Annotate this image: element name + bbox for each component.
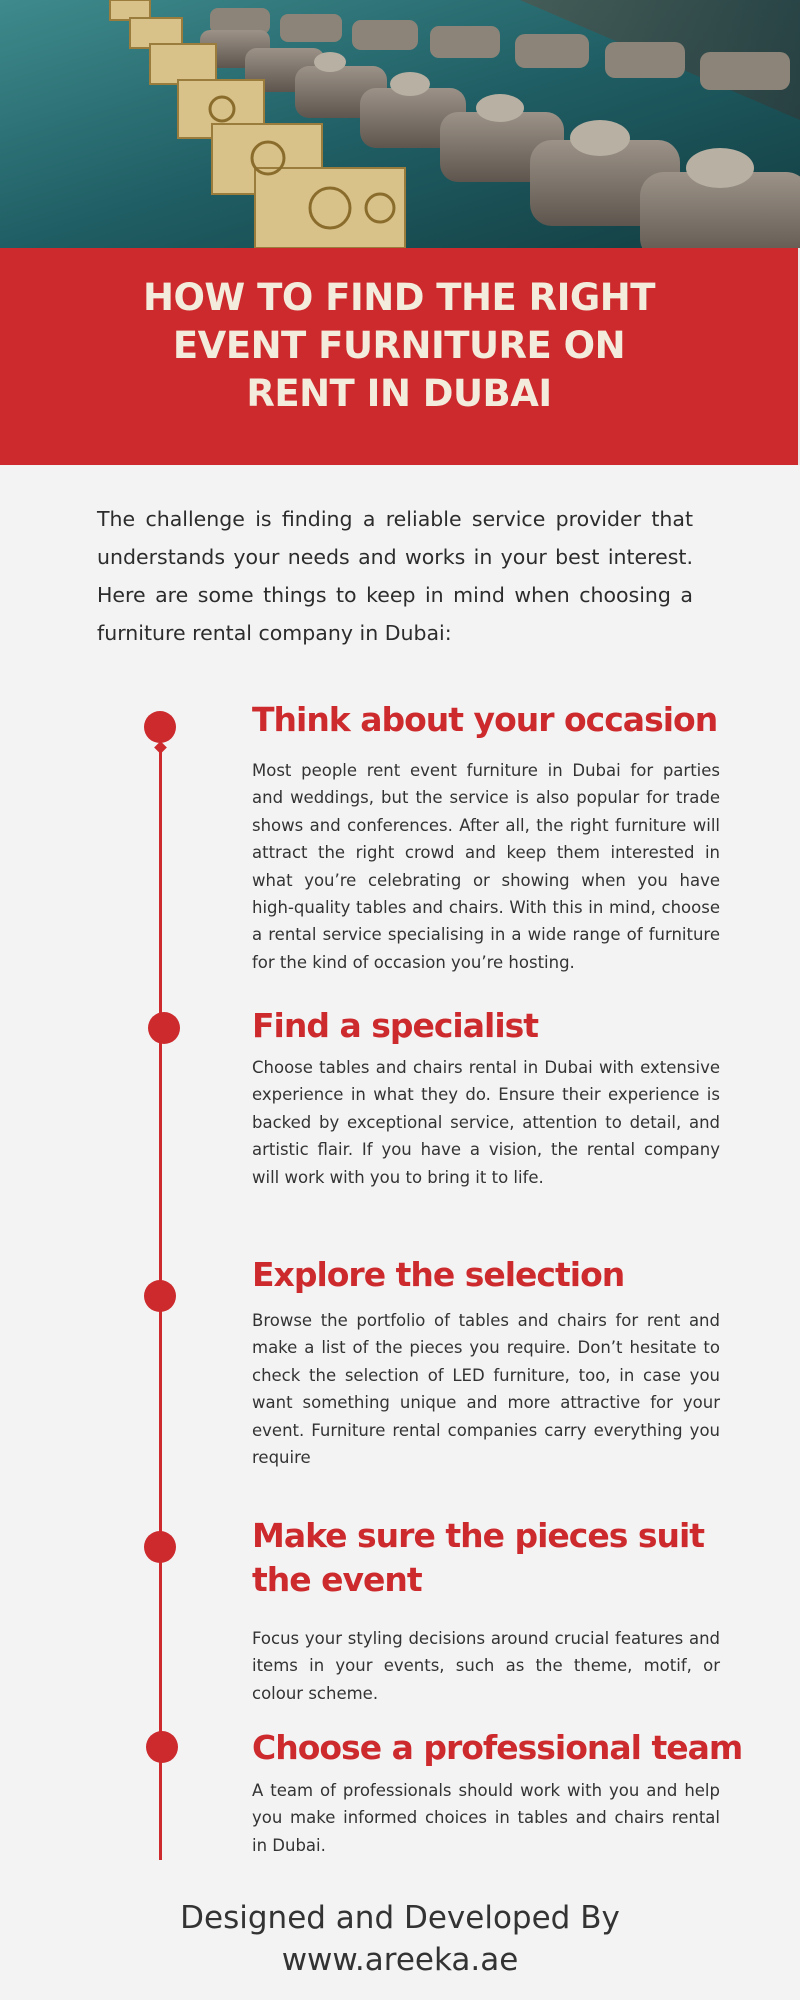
step-body-specialist: Choose tables and chairs rental in Dubai with extensive experience in what they do. Ensure their experience is backed by exceptional service, attention to detail, and artistic flair. If you have a vision, the rental company will work with you to bring it to life.	[252, 1058, 720, 1187]
step-body-suit-event: Focus your styling decisions around crucial features and items in your events, such as the theme, motif, or colour scheme.	[252, 1629, 720, 1703]
title-line-2: EVENT FURNITURE ON	[172, 324, 626, 367]
step-title-selection: Explore the selection	[252, 1255, 625, 1294]
footer-designed-by: Designed and Developed By	[180, 1900, 620, 1936]
timeline-dot-5	[146, 1731, 178, 1763]
step-body-selection: Browse the portfolio of tables and chairs for rent and make a list of the pieces you require. Don’t hesitate to check the selection of LED furniture, too, in case you want something unique and more attractive for your event. Furniture rental companies carry everything you require	[252, 1311, 720, 1468]
title-line-3: RENT IN DUBAI	[246, 372, 552, 415]
timeline-dot-2	[148, 1012, 180, 1044]
step-title-suit-event: Make sure the pieces suit the event	[252, 1516, 705, 1599]
timeline-dot-1	[144, 711, 176, 743]
timeline-dot-4	[144, 1531, 176, 1563]
timeline-diamond	[154, 741, 167, 754]
footer-website-link[interactable]: www.areeka.ae	[281, 1942, 519, 1978]
step-body-professional-team: A team of professionals should work with you and help you make informed choices in tables and chairs rental in Dubai.	[252, 1781, 720, 1855]
timeline-dot-3	[144, 1280, 176, 1312]
intro-paragraph: The challenge is finding a reliable service provider that understands your needs and works in your best interest. Here are some things to keep in mind when choosing a furniture rental company in Dubai:	[97, 507, 693, 645]
step-title-professional-team: Choose a professional team	[252, 1728, 743, 1767]
hero-image	[0, 0, 800, 248]
event-lounge-photo-icon	[0, 0, 800, 248]
page-title	[0, 274, 798, 418]
footer-credit	[0, 1897, 800, 1981]
title-line-1: HOW TO FIND THE RIGHT	[143, 276, 655, 319]
step-title-specialist: Find a specialist	[252, 1006, 539, 1045]
title-banner	[0, 248, 798, 465]
step-title-occasion: Think about your occasion	[252, 700, 718, 739]
step-body-occasion: Most people rent event furniture in Dubai for parties and weddings, but the service is also popular for trade shows and conferences. After all, the right furniture will attract the right crowd and keep them interested in what you’re celebrating or showing when you have high-quality tables and chairs. With this in mind, choose a rental service specialising in a wide range of furniture for the kind of occasion you’re hosting.	[252, 761, 720, 972]
